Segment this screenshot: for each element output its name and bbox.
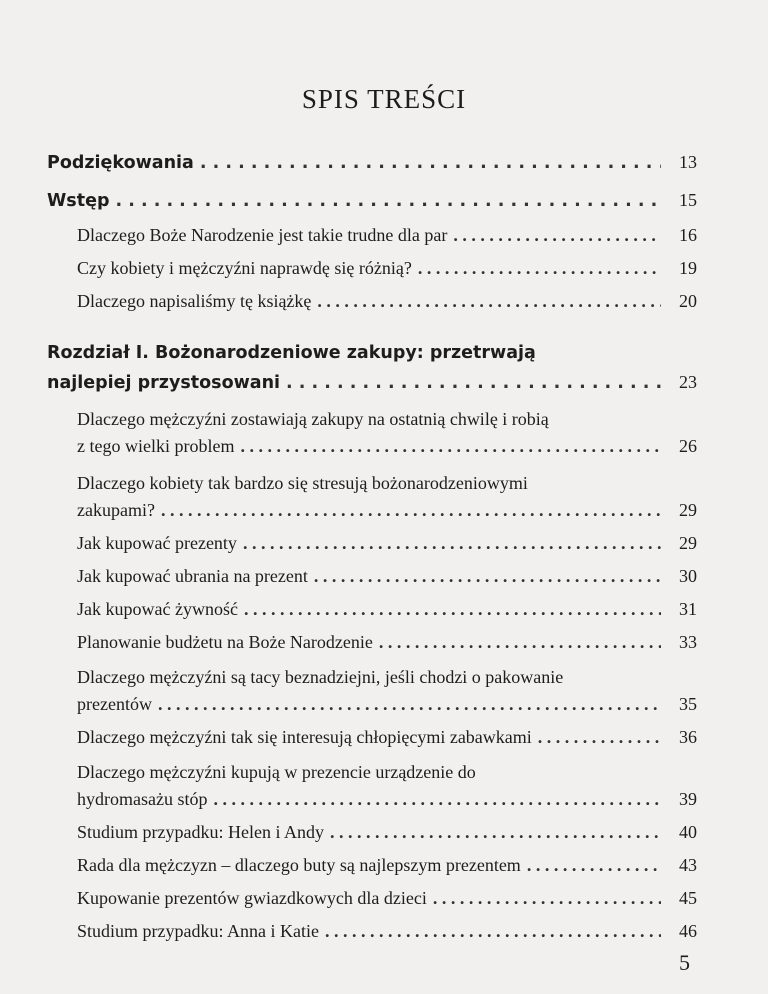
toc-page-number: 20 (679, 291, 697, 311)
toc-section-entry (47, 664, 697, 718)
toc-chapter-entry (47, 148, 697, 178)
toc-entry-title: z tego wielki problem (77, 436, 235, 456)
dot-leader (240, 433, 661, 460)
toc-page-number: 16 (679, 225, 697, 245)
dot-leader (115, 187, 661, 216)
toc-entry-title: Czy kobiety i mężczyźni naprawdę się różnią? (77, 258, 412, 278)
toc-section-entry (47, 724, 697, 751)
toc-section-entry (47, 406, 697, 460)
toc-page-number: 40 (679, 822, 697, 842)
toc-page-number: 19 (679, 258, 697, 278)
toc-page-number: 13 (679, 152, 697, 172)
toc-entry-line (77, 918, 697, 945)
toc-section-entry (47, 759, 697, 813)
toc-entry-line (77, 724, 697, 751)
toc-entry-line (77, 596, 697, 623)
dot-leader (317, 288, 661, 315)
toc-entry-line (77, 563, 697, 590)
toc-entry-title: hydromasażu stóp (77, 789, 208, 809)
toc-page-number: 35 (679, 694, 697, 714)
dot-leader (161, 497, 661, 524)
toc-section-entry (47, 255, 697, 282)
toc-page-number: 29 (679, 500, 697, 520)
toc-entry-title: Studium przypadku: Anna i Katie (77, 921, 319, 941)
toc-entry-title: zakupami? (77, 500, 155, 520)
toc-entry-line (47, 148, 697, 178)
toc-section-entry (47, 852, 697, 879)
toc-entry-line (77, 530, 697, 557)
toc-page-number: 46 (679, 921, 697, 941)
toc-section-entry (47, 470, 697, 524)
toc-page-number: 39 (679, 789, 697, 809)
dot-leader (325, 918, 661, 945)
dot-leader (286, 369, 661, 398)
dot-leader (433, 885, 661, 912)
toc-section-entry (47, 819, 697, 846)
dot-leader (527, 852, 661, 879)
toc-entry-line (77, 255, 697, 282)
toc-section-entry (47, 885, 697, 912)
toc-entry-title: Jak kupować prezenty (77, 533, 237, 553)
toc-entry-line (77, 819, 697, 846)
toc-section-entry (47, 288, 697, 315)
toc-entry-line (77, 786, 697, 813)
toc-entry-title: Rada dla mężczyzn – dlaczego buty są najlepszym prezentem (77, 855, 521, 875)
toc-entry-line (77, 691, 697, 718)
toc-section-entry (47, 222, 697, 249)
toc-section-entry (47, 563, 697, 590)
dot-leader (200, 149, 661, 178)
toc-page-number: 30 (679, 566, 697, 586)
toc-entry-line (77, 629, 697, 656)
toc-page-number: 31 (679, 599, 697, 619)
toc-page-number: 45 (679, 888, 697, 908)
toc-entry-line (47, 186, 697, 216)
toc-chapter-entry (47, 339, 697, 398)
dot-leader (379, 629, 661, 656)
toc-entry-title-line: Dlaczego mężczyźni są tacy beznadziejni, jeśli chodzi o pakowanie (77, 667, 564, 687)
toc-chapter-entry (47, 186, 697, 216)
toc-entry-title: Studium przypadku: Helen i Andy (77, 822, 324, 842)
toc-entry-title: Jak kupować ubrania na prezent (77, 566, 308, 586)
toc-entry-line (47, 368, 697, 398)
toc-entry-title: Dlaczego Boże Narodzenie jest takie trudne dla par (77, 225, 448, 245)
toc-entry-line (77, 497, 697, 524)
toc-page-number: 36 (679, 727, 697, 747)
toc-section-entry (47, 918, 697, 945)
toc-entry-title: najlepiej przystosowani (47, 373, 281, 393)
toc-page-number: 29 (679, 533, 697, 553)
toc-page-number: 23 (679, 372, 697, 392)
toc-entry-line (77, 222, 697, 249)
toc-page-number: 43 (679, 855, 697, 875)
dot-leader (418, 255, 661, 282)
page-number: 5 (679, 950, 690, 975)
toc-entry-title: Planowanie budżetu na Boże Narodzenie (77, 632, 373, 652)
toc-page-number: 26 (679, 436, 697, 456)
toc-entry-title: Podziękowania (47, 153, 194, 173)
dot-leader (213, 786, 661, 813)
toc-page-number: 33 (679, 632, 697, 652)
toc-entry-title: Dlaczego napisaliśmy tę książkę (77, 291, 312, 311)
toc-entry-line (77, 433, 697, 460)
toc-entry-title-line: Dlaczego mężczyźni zostawiają zakupy na ostatnią chwilę i robią (77, 409, 549, 429)
toc-entry-title: Dlaczego mężczyźni tak się interesują chłopięcymi zabawkami (77, 727, 532, 747)
dot-leader (158, 691, 661, 718)
toc-section-entry (47, 629, 697, 656)
toc-entry-title-line: Dlaczego kobiety tak bardzo się stresują bożonarodzeniowymi (77, 473, 528, 493)
toc-entry-title: prezentów (77, 694, 152, 714)
dot-leader (244, 596, 661, 623)
toc-entry-title: Jak kupować żywność (77, 599, 238, 619)
toc-entry-line (77, 288, 697, 315)
toc-entry-title-line: Rozdział I. Bożonarodzeniowe zakupy: przetrwają (47, 343, 536, 363)
dot-leader (314, 563, 661, 590)
toc-entry-title: Wstęp (47, 191, 110, 211)
dot-leader (453, 222, 661, 249)
toc-page-number: 15 (679, 190, 697, 210)
toc-entry-line (77, 852, 697, 879)
toc-entry-title: Kupowanie prezentów gwiazdkowych dla dzieci (77, 888, 427, 908)
toc-section-entry (47, 530, 697, 557)
toc-entry-title-line: Dlaczego mężczyźni kupują w prezencie urządzenie do (77, 762, 476, 782)
toc-entry-line (77, 885, 697, 912)
page-title: SPIS TREŚCI (301, 84, 467, 114)
dot-leader (243, 530, 661, 557)
dot-leader (538, 724, 661, 751)
table-of-contents (47, 148, 697, 945)
toc-section-entry (47, 596, 697, 623)
dot-leader (330, 819, 661, 846)
